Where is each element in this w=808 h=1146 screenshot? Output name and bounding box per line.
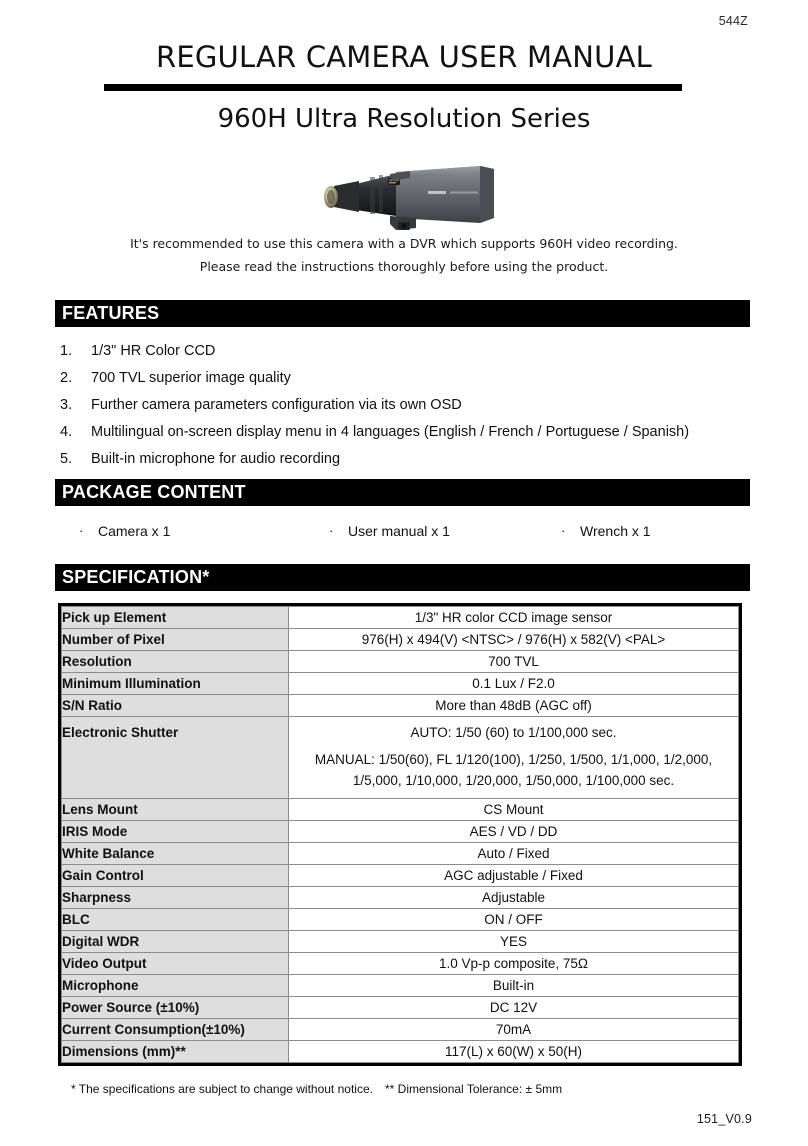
table-row	[62, 931, 739, 953]
package-content-list	[55, 519, 755, 543]
table-cell-key: Minimum Illumination	[62, 673, 289, 695]
table-cell-value-line: DC 12V	[489, 1000, 538, 1015]
table-cell-value-line: Auto / Fixed	[477, 846, 550, 861]
list-item	[55, 446, 755, 473]
bullet-icon: ·	[329, 523, 334, 538]
table-row	[62, 799, 739, 821]
footnote-specifications: * The specifications are subject to change without notice.	[71, 1082, 373, 1096]
table-cell-key: IRIS Mode	[62, 821, 289, 843]
table-cell-value	[289, 953, 739, 975]
table-cell-value-line: AGC adjustable / Fixed	[444, 868, 583, 883]
table-cell-value-line: Adjustable	[481, 890, 546, 905]
table-cell-key: Digital WDR	[62, 931, 289, 953]
table-cell-key: White Balance	[62, 843, 289, 865]
table-cell-value	[289, 843, 739, 865]
list-item-label: Multilingual on-screen display menu in 4 languages (English / French / Portuguese / Spanish)	[91, 424, 690, 440]
table-cell-value-line: AES / VD / DD	[469, 824, 558, 839]
table-cell-value-line: CS Mount	[483, 802, 544, 817]
list-item-label: Built-in microphone for audio recording	[91, 451, 341, 467]
table-cell-value-line: More than 48dB (AGC off)	[435, 698, 592, 713]
list-item-number: 4.	[60, 424, 73, 440]
table-row	[62, 865, 739, 887]
list-item-number: 5.	[60, 451, 73, 467]
table-row	[62, 887, 739, 909]
list-item-label: Camera x 1	[98, 523, 171, 539]
list-item-number: 3.	[60, 397, 73, 413]
table-cell-value	[289, 1041, 739, 1063]
list-item	[55, 365, 755, 392]
table-row	[62, 673, 739, 695]
title-divider	[104, 84, 682, 91]
table-cell-key: Number of Pixel	[62, 629, 289, 651]
table-row	[62, 953, 739, 975]
table-cell-key: Pick up Element	[62, 607, 289, 629]
table-cell-value	[289, 651, 739, 673]
list-item-label: Wrench x 1	[580, 523, 651, 539]
table-cell-value	[289, 931, 739, 953]
table-row	[62, 975, 739, 997]
table-row	[62, 607, 739, 629]
section-heading-specification: SPECIFICATION*	[55, 564, 750, 591]
page-version-code: 151_V0.9	[696, 1112, 752, 1126]
document-code: 544Z	[718, 14, 748, 28]
footnote-tolerance: ** Dimensional Tolerance: ± 5mm	[385, 1082, 563, 1096]
table-cell-key: Microphone	[62, 975, 289, 997]
table-cell-key: Resolution	[62, 651, 289, 673]
table-cell-key: Electronic Shutter	[62, 717, 289, 799]
table-cell-value-line: 70mA	[495, 1022, 532, 1037]
footnotes	[55, 1082, 755, 1100]
table-cell-value-line: 0.1 Lux / F2.0	[472, 676, 555, 691]
table-cell-value	[289, 673, 739, 695]
table-cell-value	[289, 887, 739, 909]
table-cell-key: Video Output	[62, 953, 289, 975]
table-cell-value-line: 976(H) x 494(V) <NTSC> / 976(H) x 582(V) <PAL>	[361, 632, 666, 647]
table-cell-value-line: 1/5,000, 1/10,000, 1/20,000, 1/50,000, 1/100,000 sec.	[352, 773, 675, 788]
notice-line-2: Please read the instructions thoroughly before using the product.	[199, 259, 609, 274]
table-cell-key: BLC	[62, 909, 289, 931]
table-cell-value-line: ON / OFF	[484, 912, 543, 927]
table-cell-value	[289, 695, 739, 717]
table-cell-key: Lens Mount	[62, 799, 289, 821]
table-row	[62, 997, 739, 1019]
table-cell-value	[289, 1019, 739, 1041]
specification-table-body	[62, 607, 739, 1063]
table-cell-value-line: AUTO: 1/50 (60) to 1/100,000 sec.	[410, 725, 617, 740]
table-cell-value	[289, 607, 739, 629]
list-item-number: 1.	[60, 343, 73, 359]
table-cell-key: S/N Ratio	[62, 695, 289, 717]
table-row	[62, 695, 739, 717]
table-row	[62, 1041, 739, 1063]
specification-table	[61, 606, 739, 1063]
table-cell-value-line: 1.0 Vp-p composite, 75Ω	[439, 956, 588, 971]
table-cell-value	[289, 975, 739, 997]
product-image	[0, 160, 808, 238]
table-cell-value	[289, 997, 739, 1019]
table-cell-key: Dimensions (mm)**	[62, 1041, 289, 1063]
section-heading-features: FEATURES	[55, 300, 750, 327]
table-cell-value-line: 117(L) x 60(W) x 50(H)	[444, 1044, 583, 1059]
table-cell-value	[289, 909, 739, 931]
list-item-label: 1/3" HR Color CCD	[91, 343, 216, 359]
table-cell-key: Sharpness	[62, 887, 289, 909]
table-row	[62, 651, 739, 673]
notice-line-1: It's recommended to use this camera with a DVR which supports 960H video recording.	[130, 236, 678, 251]
page-subtitle: 960H Ultra Resolution Series	[217, 104, 591, 134]
bullet-icon: ·	[79, 523, 84, 538]
table-row	[62, 629, 739, 651]
table-cell-value-line: 1/3" HR color CCD image sensor	[414, 610, 613, 625]
specification-table-frame	[58, 603, 742, 1066]
table-cell-key: Power Source (±10%)	[62, 997, 289, 1019]
list-item	[555, 519, 651, 543]
page-title: REGULAR CAMERA USER MANUAL	[156, 40, 652, 74]
table-cell-key: Current Consumption(±10%)	[62, 1019, 289, 1041]
list-item-label: User manual x 1	[348, 523, 450, 539]
table-cell-value-line: YES	[499, 934, 527, 949]
table-cell-value-line: Built-in	[492, 978, 535, 993]
section-heading-package-content: PACKAGE CONTENT	[55, 479, 750, 506]
list-item	[55, 419, 755, 446]
table-cell-key: Gain Control	[62, 865, 289, 887]
table-cell-value	[289, 629, 739, 651]
table-row	[62, 1019, 739, 1041]
table-cell-value-line: MANUAL: 1/50(60), FL 1/120(100), 1/250, 1/500, 1/1,000, 1/2,000,	[314, 752, 713, 767]
table-cell-value	[289, 821, 739, 843]
box-camera-photo-icon	[304, 160, 504, 238]
list-item	[55, 338, 755, 365]
list-item-label: 700 TVL superior image quality	[91, 370, 291, 386]
list-item	[73, 519, 170, 543]
features-list	[55, 338, 755, 473]
table-cell-value	[289, 865, 739, 887]
list-item-number: 2.	[60, 370, 73, 386]
table-row	[62, 821, 739, 843]
list-item	[55, 392, 755, 419]
table-cell-value	[289, 717, 739, 799]
bullet-icon: ·	[561, 523, 566, 538]
list-item-label: Further camera parameters configuration via its own OSD	[91, 397, 462, 413]
table-row	[62, 909, 739, 931]
table-cell-value	[289, 799, 739, 821]
list-item	[323, 519, 450, 543]
table-cell-value-line: 700 TVL	[488, 654, 539, 669]
table-row	[62, 717, 739, 799]
table-row	[62, 843, 739, 865]
